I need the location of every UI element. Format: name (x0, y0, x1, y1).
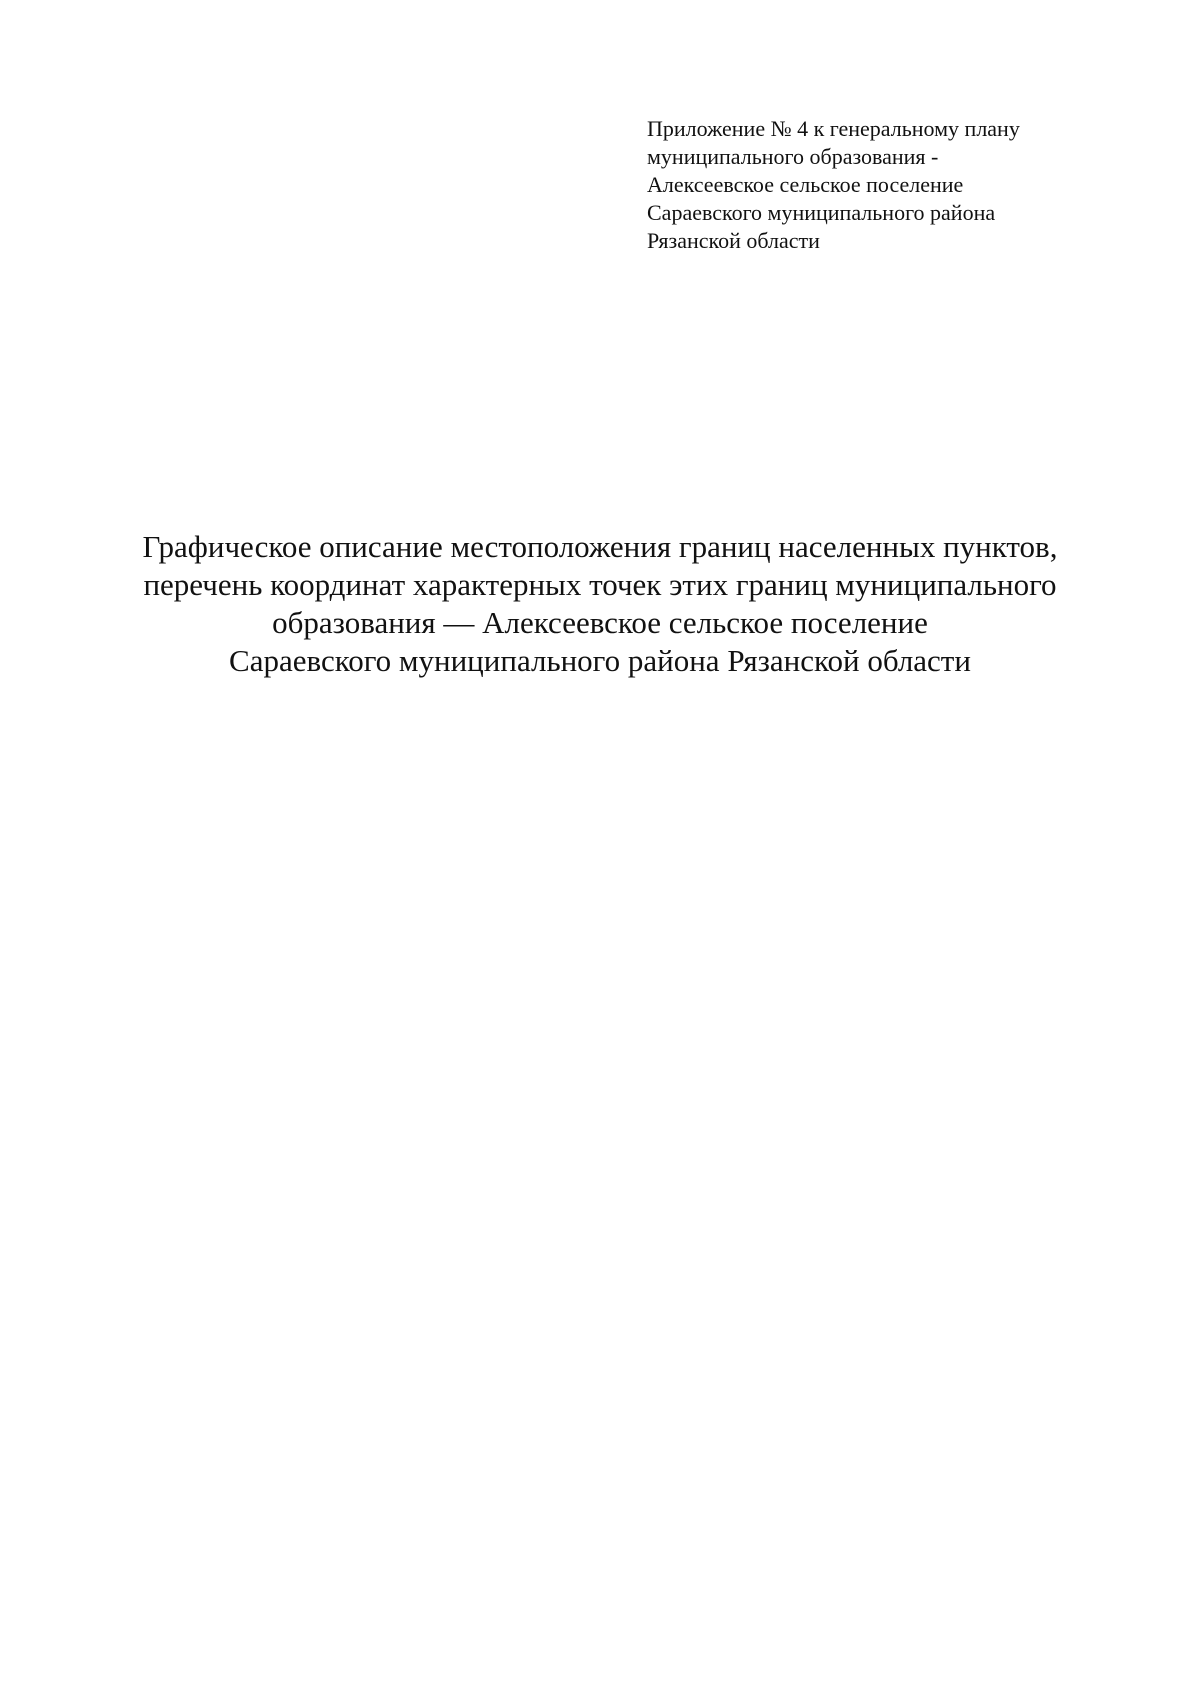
title-line: перечень координат характерных точек этих границ муниципального (143, 567, 1057, 602)
appendix-line: Приложение № 4 к генеральному плану (647, 116, 1020, 141)
title-line: Графическое описание местоположения границ населенных пунктов, (142, 529, 1058, 564)
appendix-line: Сараевского муниципального района (647, 200, 996, 225)
document-title (80, 528, 1120, 680)
appendix-line: муниципального образования - (647, 144, 939, 169)
appendix-line: Алексеевское сельское поселение (647, 172, 964, 197)
title-line: образования — Алексеевское сельское поселение (272, 605, 928, 640)
appendix-note (647, 115, 1167, 255)
appendix-line: Рязанской области (647, 228, 820, 253)
title-line: Сараевского муниципального района Рязанской области (229, 643, 971, 678)
